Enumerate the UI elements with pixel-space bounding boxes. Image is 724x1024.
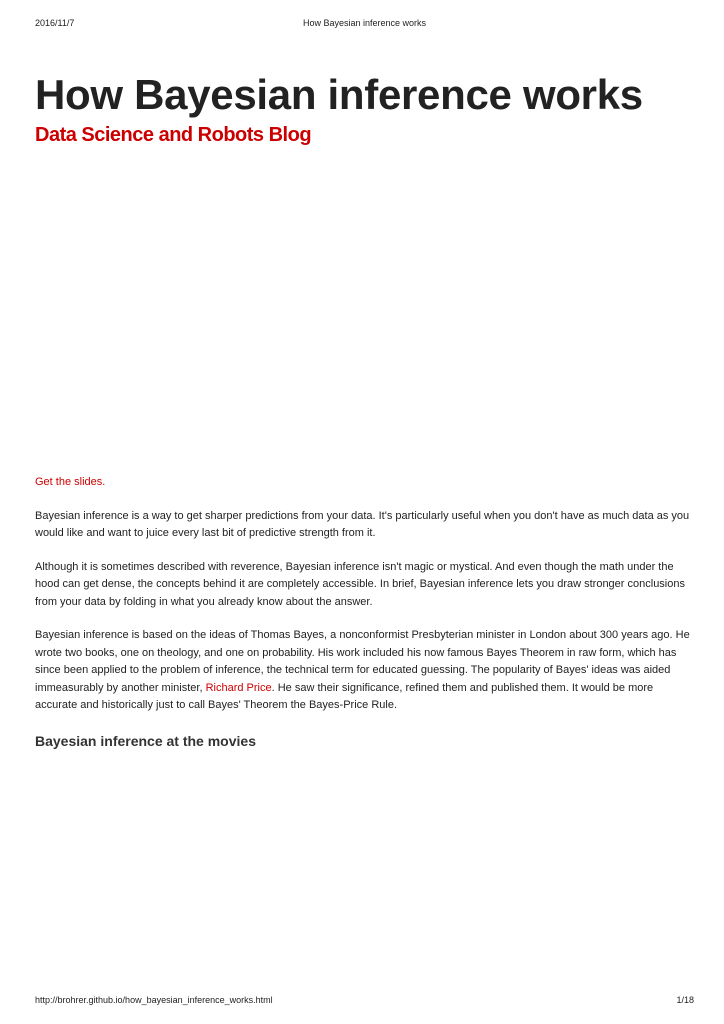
article-body — [35, 474, 691, 751]
print-url: http://brohrer.github.io/how_bayesian_inference_works.html — [35, 995, 273, 1005]
paragraph-history — [35, 627, 691, 715]
print-header — [35, 18, 694, 30]
print-date: 2016/11/7 — [35, 18, 75, 28]
get-slides-link[interactable]: Get the slides. — [35, 476, 106, 488]
slides-paragraph — [35, 474, 691, 492]
paragraph-intro: Bayesian inference is a way to get sharper predictions from your data. It's particularly useful when you don't have as much data as you would like and want to juice every last bit of predictive strength from it. — [35, 509, 690, 539]
richard-price-link[interactable]: Richard Price — [205, 681, 272, 694]
print-footer — [35, 995, 694, 1007]
page-number: 1/18 — [676, 995, 694, 1005]
history-text-start: Bayesian inference is based on the ideas of Thomas Bayes, a nonconformist Presbyterian minister in London about 300 years ago. He wrote two books, one on theology, and one on probability. His work included his now famous Bayes Theorem in raw form, which has since been applied to the problem of inference, the technical term for educated guessing. The popularity of Bayes' ideas was aided immeasurably by another minister, — [35, 629, 690, 694]
page-title: How Bayesian inference works — [35, 71, 643, 118]
paragraph-reverence: Although it is sometimes described with reverence, Bayesian inference isn't magic or mystical. And even though the math under the hood can get dense, the concepts behind it are completely accessible. In brief, Bayesian inference lets you draw stronger conclusions from your data by folding in what you already know about the answer. — [35, 560, 685, 608]
blog-subtitle[interactable]: Data Science and Robots Blog — [35, 124, 312, 146]
print-page-title: How Bayesian inference works — [302, 18, 427, 28]
section-heading-movies: Bayesian inference at the movies — [35, 732, 256, 749]
history-text-end: . He saw their significance, refined them and published them. It would be more accurate and historically just to call Bayes' Theorem the Bayes-Price Rule. — [35, 681, 654, 711]
